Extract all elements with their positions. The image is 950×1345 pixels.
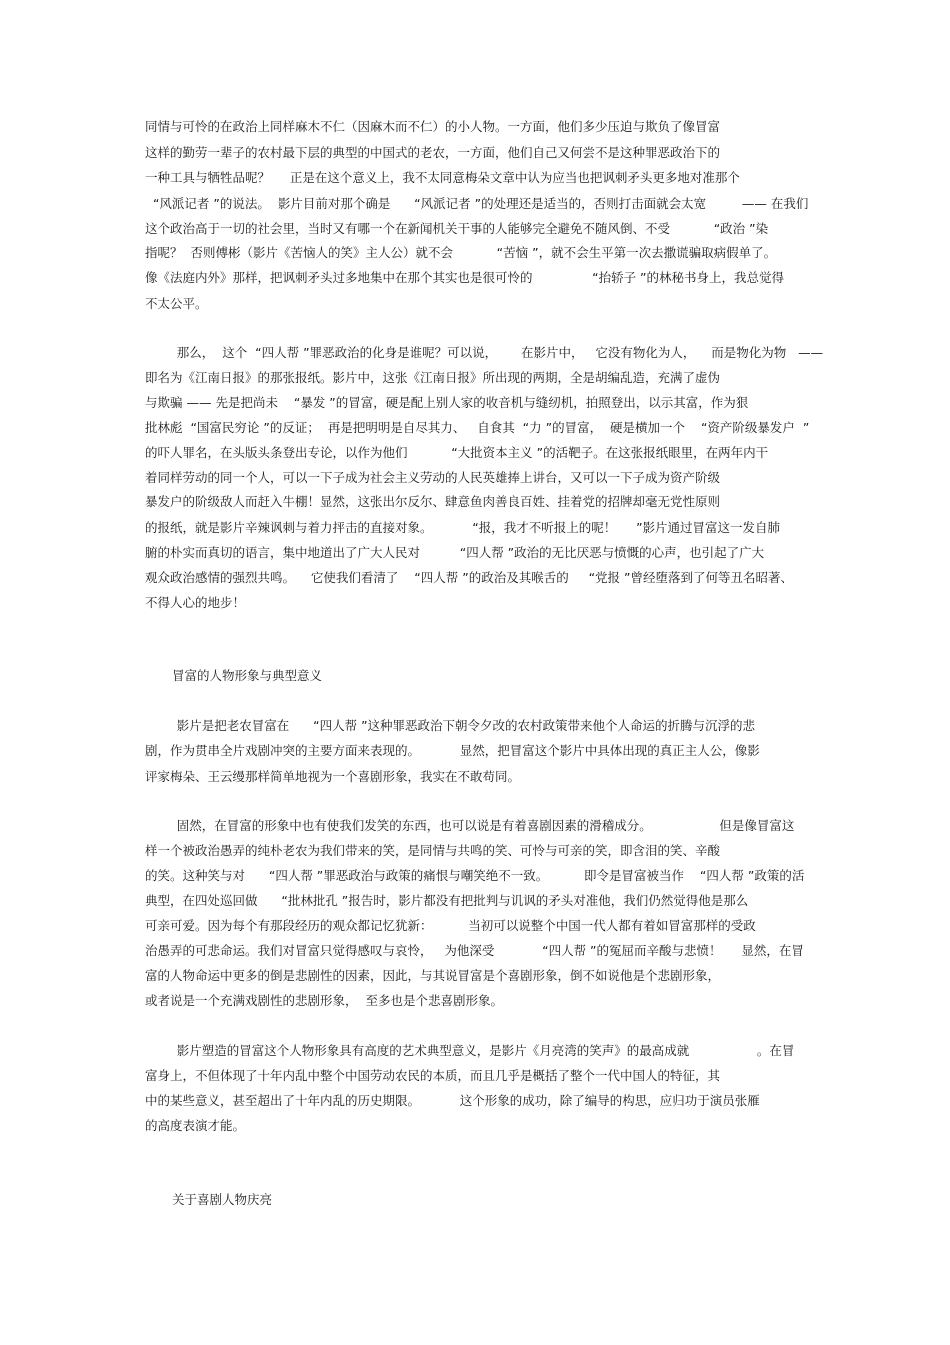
text-line: 指呢？ 否则傅彬（影片《苦恼人的笑》主人公）就不会 “苦恼 ”，就不会生平第一次去撒谎骗取病假单了。 — [145, 245, 777, 260]
text-line: 的高度表演才能。 — [145, 1118, 246, 1133]
text-line: 这样的勤劳一辈子的农村最下层的典型的中国式的老农，一方面，他们自己又何尝不是这种罪恶政治下的 — [145, 145, 721, 160]
text-line: 腑的朴实而真切的语言，集中地道出了广大人民对 “四人帮 ”政治的无比厌恶与愤慨的心声，也引起了广大 — [145, 545, 765, 560]
text-line: 暴发户的阶级敌人而赶入牛棚！显然，这张出尔反尔、肆意鱼肉善良百姓、挂着党的招牌却毫无党性原则 — [145, 494, 721, 509]
text-line: 剧，作为贯串全片戏剧冲突的主要方面来表现的。 显然，把冒富这个影片中具体出现的真正主人公，像影 — [145, 743, 760, 758]
text-line: 的吓人罪名，在头版头条登出专论，以作为他们 “大批资本主义 ”的活靶子。在这张报纸眼里，在两年内干 — [145, 445, 769, 460]
text-line: 与欺骗 —— 先是把尚未 “暴发 ”的冒富，硬是配上别人家的收音机与缝纫机，拍照登出，以示其富，作为狠 — [145, 395, 749, 410]
text-line: 或者说是一个充满戏剧性的悲剧形象， 至多也是个悲喜剧形象。 — [145, 993, 503, 1008]
text-line: 一种工具与牺牲品呢？ 正是在这个意义上，我不太同意梅朵文章中认为应当也把讽刺矛头更多地对准那个 — [145, 170, 740, 185]
text-line: 富的人物命运中更多的倒是悲剧性的因素，因此，与其说冒富是个喜剧形象，倒不如说他是个悲剧形象， — [145, 968, 721, 983]
text-line: 影片塑造的冒富这个人物形象具有高度的艺术典型意义，是影片《月亮湾的笑声》的最高成就 。在冒 — [145, 1043, 795, 1058]
text-line: 可亲可爱。因为每个有那段经历的观众都记忆犹新： 当初可以说整个中国一代人都有着如冒富那样的受政 — [145, 918, 756, 933]
text-line: 同情与可怜的在政治上同样麻木不仁（因麻木而不仁）的小人物。一方面，他们多少压迫与欺负了像冒富 — [145, 119, 721, 134]
text-line: 评家梅朵、王云缦那样简单地视为一个喜剧形象，我实在不敢苟同。 — [145, 769, 521, 784]
text-line: “风派记者 ”的说法。 影片目前对那个确是 “风派记者 ”的处理还是适当的，否则打击面就会太宽 —— 在我们 — [145, 196, 809, 211]
text-line: 治愚弄的可悲命运。我们对冒富只觉得感叹与哀怜， 为他深受 “四人帮 ”的冤屈而辛酸与悲愤！ 显然，在冒 — [145, 943, 804, 958]
text-line: 即名为《江南日报》的那张报纸。影片中，这张《江南日报》所出现的两期，全是胡编乱造，充满了虚伪 — [145, 370, 721, 385]
text-line: 的笑。这种笑与对 “四人帮 ”罪恶政治与政策的痛恨与嘲笑绝不一致。 即令是冒富被当作 “四人帮 ”政策的活 — [145, 868, 805, 883]
section-heading: 关于喜剧人物庆亮 — [172, 1192, 273, 1207]
text-line: 不太公平。 — [145, 296, 208, 311]
text-line: 那么， 这个 “四人帮 ”罪恶政治的化身是谁呢？可以说， 在影片中， 它没有物化为人， 而是物化为物 —— — [145, 345, 824, 360]
text-line: 这个政治高于一切的社会里，当时又有哪一个在新闻机关干事的人能够完全避免不随风倒、不受 “政治 ”染 — [145, 221, 769, 236]
text-line: 像《法庭内外》那样，把讽刺矛头过多地集中在那个其实也是很可怜的 “抬轿子 ”的林秘书身上，我总觉得 — [145, 270, 785, 285]
text-line: 着同样劳动的同一个人，可以一下子成为社会主义劳动的人民英雄捧上讲台，又可以一下子成为资产阶级 — [145, 470, 721, 485]
text-line: 不得人心的地步！ — [145, 595, 246, 610]
text-line: 中的某些意义，甚至超出了十年内乱的历史期限。 这个形象的成功，除了编导的构思，应归功于演员张雁 — [145, 1093, 760, 1108]
text-line: 典型，在四处巡回做 “批林批孔 ”报告时，影片都没有把批判与讥讽的矛头对准他，我们仍然觉得他是那么 — [145, 893, 749, 908]
text-line: 观众政治感情的强烈共鸣。 它使我们看清了 “四人帮 ”的政治及其喉舌的 “党报 ”曾经堕落到了何等丑名昭著、 — [145, 570, 794, 585]
text-line: 的报纸，就是影片辛辣讽刺与着力抨击的直接对象。 “报，我才不听报上的呢！ ”影片通过冒富这一发自肺 — [145, 520, 781, 535]
text-line: 固然，在冒富的形象中也有使我们发笑的东西，也可以说是有着喜剧因素的滑稽成分。 但是像冒富这 — [145, 818, 795, 833]
text-line: 影片是把老农冒富在 “四人帮 ”这种罪恶政治下朝令夕改的农村政策带来他个人命运的折腾与沉浮的悲 — [145, 718, 756, 733]
section-heading: 冒富的人物形象与典型意义 — [172, 668, 323, 683]
text-line: 富身上，不但体现了十年内乱中整个中国劳动农民的本质，而且几乎是概括了整个一代中国人的特征，其 — [145, 1068, 721, 1083]
text-line: 样一个被政治愚弄的纯朴老农为我们带来的笑，是同情与共鸣的笑、可怜与可亲的笑，即含泪的笑、辛酸 — [145, 843, 721, 858]
text-line: 批林彪 “国富民穷论 ”的反证； 再是把明明是自尽其力、 自食其 “力 ”的冒富， 硬是横加一个 “资产阶级暴发户 ” — [145, 420, 810, 435]
